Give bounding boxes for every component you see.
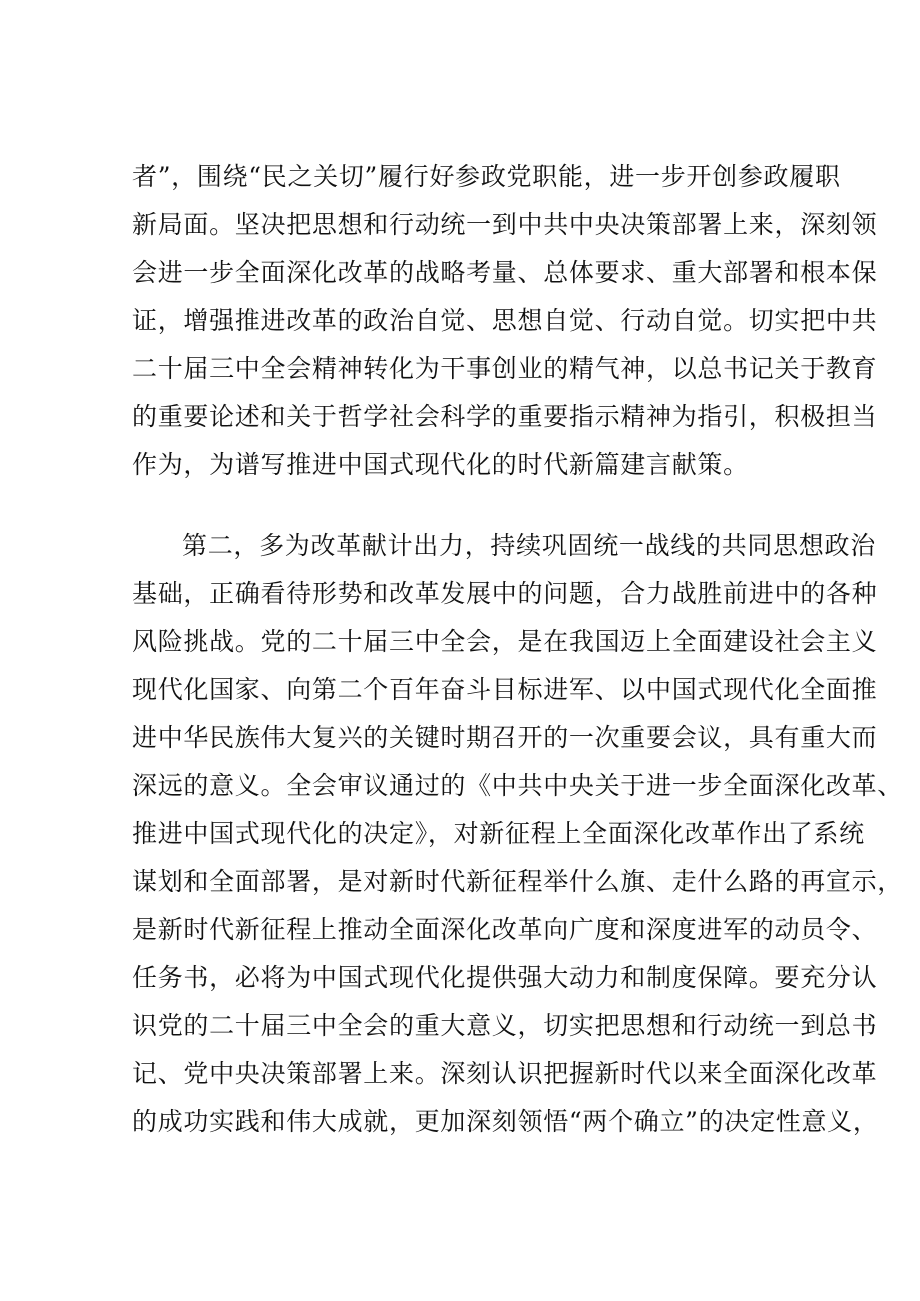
paragraph-line: 推进中国式现代化的决定》，对新征程上全面深化改革作出了系统	[132, 819, 865, 848]
paragraph-line: 风险挑战。党的二十届三中全会，是在我国迈上全面建设社会主义	[132, 627, 878, 656]
paragraph-line: 记、党中央决策部署上来。深刻认识把握新时代以来全面深化改革	[132, 1059, 878, 1088]
paragraph-line: 第二，多为改革献计出力，持续巩固统一战线的共同思想政治	[182, 531, 876, 560]
paragraph-line: 者”，围绕“民之关切”履行好参政党职能，进一步开创参政履职	[132, 162, 841, 191]
paragraph-line: 二十届三中全会精神转化为干事创业的精气神，以总书记关于教育	[132, 354, 878, 383]
paragraph-line: 的重要论述和关于哲学社会科学的重要指示精神为指引，积极担当	[132, 402, 878, 431]
paragraph-line: 是新时代新征程上推动全面深化改革向广度和深度进军的动员令、	[132, 915, 878, 944]
paragraph-line: 谋划和全面部署，是对新时代新征程举什么旗、走什么路的再宣示，	[132, 867, 904, 896]
paragraph-line: 会进一步全面深化改革的战略考量、总体要求、重大部署和根本保	[132, 258, 878, 287]
paragraph-line: 识党的二十届三中全会的重大意义，切实把思想和行动统一到总书	[132, 1011, 878, 1040]
paragraph-line: 现代化国家、向第二个百年奋斗目标进军、以中国式现代化全面推	[132, 675, 878, 704]
paragraph-line: 任务书，必将为中国式现代化提供强大动力和制度保障。要充分认	[132, 963, 878, 992]
paragraph-line: 基础，正确看待形势和改革发展中的问题，合力战胜前进中的各种	[132, 579, 878, 608]
paragraph-1	[132, 153, 878, 489]
paragraph-line: 深远的意义。全会审议通过的《中共中央关于进一步全面深化改革、	[132, 771, 904, 800]
paragraph-2	[132, 522, 904, 1146]
paragraph-line: 的成功实践和伟大成就，更加深刻领悟“两个确立”的决定性意义，	[132, 1107, 879, 1136]
paragraph-line: 新局面。坚决把思想和行动统一到中共中央决策部署上来，深刻领	[132, 210, 878, 239]
paragraph-line: 证，增强推进改革的政治自觉、思想自觉、行动自觉。切实把中共	[132, 306, 878, 335]
paragraph-line: 作为，为谱写推进中国式现代化的时代新篇建言献策。	[132, 450, 749, 479]
paragraph-line: 进中华民族伟大复兴的关键时期召开的一次重要会议，具有重大而	[132, 723, 878, 752]
